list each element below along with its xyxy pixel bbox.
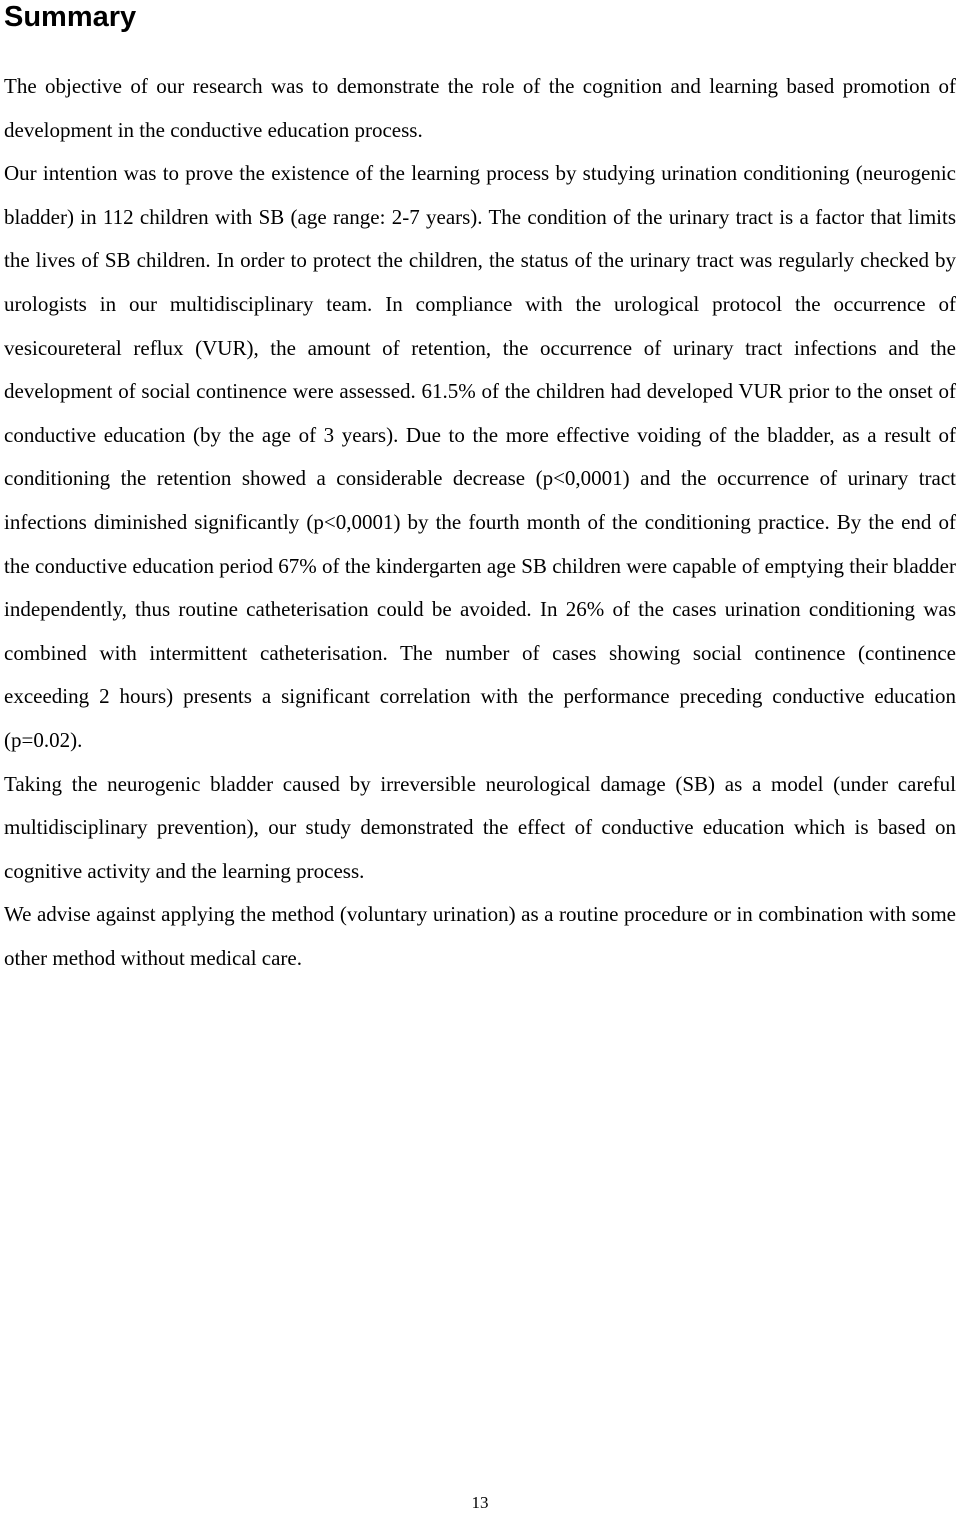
page-heading: Summary (4, 1, 137, 33)
paragraph-methods-results: Our intention was to prove the existence of the learning process by studying urination conditioning (neurogenic bladder) in 112 children with SB (age range: 2-7 years). The condition of the urinary tract is a factor that limits the lives of SB children. In order to protect the children, the status of the urinary tract was regularly checked by urologists in our multidisciplinary team. In compliance with the urological protocol the occurrence of vesicoureteral reflux (VUR), the amount of retention, the occurrence of urinary tract infections and the development of social continence were assessed. 61.5% of the children had developed VUR prior to the onset of conductive education (by the age of 3 years). Due to the more effective voiding of the bladder, as a result of conditioning the retention showed a considerable decrease (p<0,0001) and the occurrence of urinary tract infections diminished significantly (p<0,0001) by the fourth month of the conditioning practice. By the end of the conductive education period 67% of the kindergarten age SB children were capable of emptying their bladder independently, thus routine catheterisation could be avoided. In 26% of the cases urination conditioning was combined with intermittent catheterisation. The number of cases showing social continence (continence exceeding 2 hours) presents a significant correlation with the performance preceding conductive education (p=0.02). (4, 161, 956, 752)
page-number: 13 (471, 1493, 489, 1512)
paragraph-objective: The objective of our research was to demonstrate the role of the cognition and learning based promotion of development in the conductive education process. (4, 74, 956, 142)
paragraph-conclusion: Taking the neurogenic bladder caused by irreversible neurological damage (SB) as a model (under careful multidisciplinary prevention), our study demonstrated the effect of conductive education which is based on cognitive activity and the learning process. (4, 771, 956, 883)
summary-body (4, 65, 956, 980)
paragraph-advice: We advise against applying the method (voluntary urination) as a routine procedure or in combination with some other method without medical care. (4, 902, 956, 970)
